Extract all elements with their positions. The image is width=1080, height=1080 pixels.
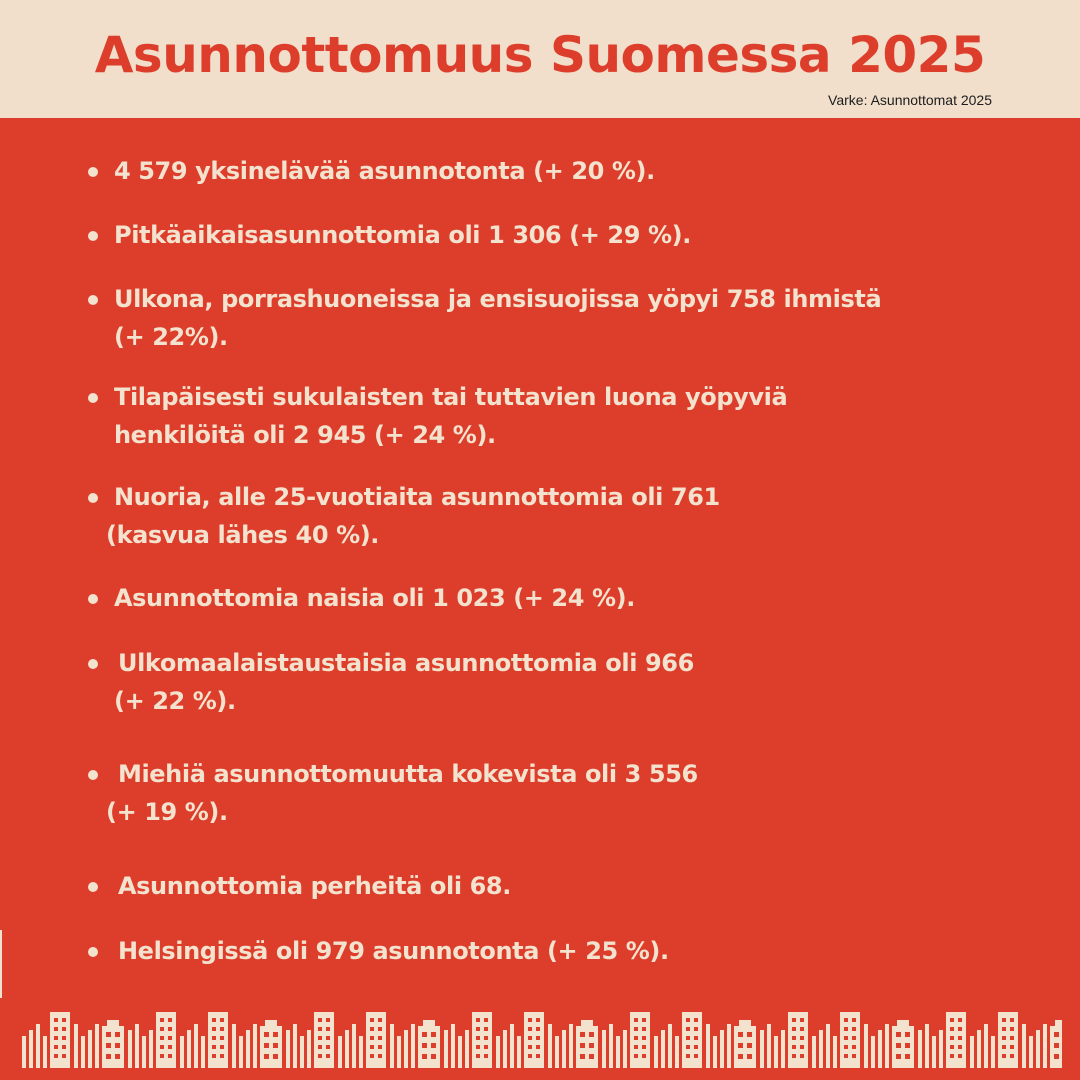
source-note: Varke: Asunnottomat 2025: [828, 92, 992, 108]
list-item-text: Pitkäaikaisasunnottomia oli 1 306 (+ 29 %).: [114, 221, 691, 249]
list-item-text-continued: (+ 19 %).: [106, 798, 228, 826]
list-item: [86, 280, 1026, 356]
bullet-icon: [88, 770, 98, 780]
list-item: [86, 216, 1026, 254]
bullet-icon: [88, 231, 98, 241]
list-item: [86, 867, 1026, 905]
list-item-text-continued: (+ 22%).: [114, 323, 228, 351]
list-item-text: Asunnottomia perheitä oli 68.: [118, 872, 511, 900]
page-title: Asunnottomuus Suomessa 2025: [94, 26, 986, 84]
list-item-text-continued: (kasvua lähes 40 %).: [106, 521, 380, 549]
list-item: [86, 478, 1026, 554]
list-item: [86, 378, 1026, 454]
bullet-icon: [88, 882, 98, 892]
list-item-text: Tilapäisesti sukulaisten tai tuttavien luona yöpyviä: [114, 383, 788, 411]
list-item-text: 4 579 yksinelävää asunnotonta (+ 20 %).: [114, 157, 655, 185]
list-item-text: Asunnottomia naisia oli 1 023 (+ 24 %).: [114, 584, 635, 612]
bullet-icon: [88, 659, 98, 669]
bullet-icon: [88, 167, 98, 177]
bullet-icon: [88, 947, 98, 957]
bullet-icon: [88, 295, 98, 305]
list-item-text: Ulkomaalaistaustaisia asunnottomia oli 966: [118, 649, 694, 677]
list-item-text: Nuoria, alle 25-vuotiaita asunnottomia oli 761: [114, 483, 720, 511]
list-item: [86, 152, 1026, 190]
list-item: [86, 644, 1026, 720]
list-item-text-continued: (+ 22 %).: [114, 687, 236, 715]
list-item: [86, 932, 1026, 970]
list-item: [86, 755, 1026, 831]
edge-line: [0, 930, 2, 998]
bullet-icon: [88, 594, 98, 604]
bullet-icon: [88, 493, 98, 503]
city-skyline-icon: [22, 1008, 1062, 1068]
list-item-text: Miehiä asunnottomuutta kokevista oli 3 556: [118, 760, 698, 788]
list-item-text: Helsingissä oli 979 asunnotonta (+ 25 %).: [118, 937, 669, 965]
bullet-icon: [88, 393, 98, 403]
list-item-text-continued: henkilöitä oli 2 945 (+ 24 %).: [114, 421, 496, 449]
list-item: [86, 579, 1026, 617]
list-item-text: Ulkona, porrashuoneissa ja ensisuojissa yöpyi 758 ihmistä: [114, 285, 882, 313]
